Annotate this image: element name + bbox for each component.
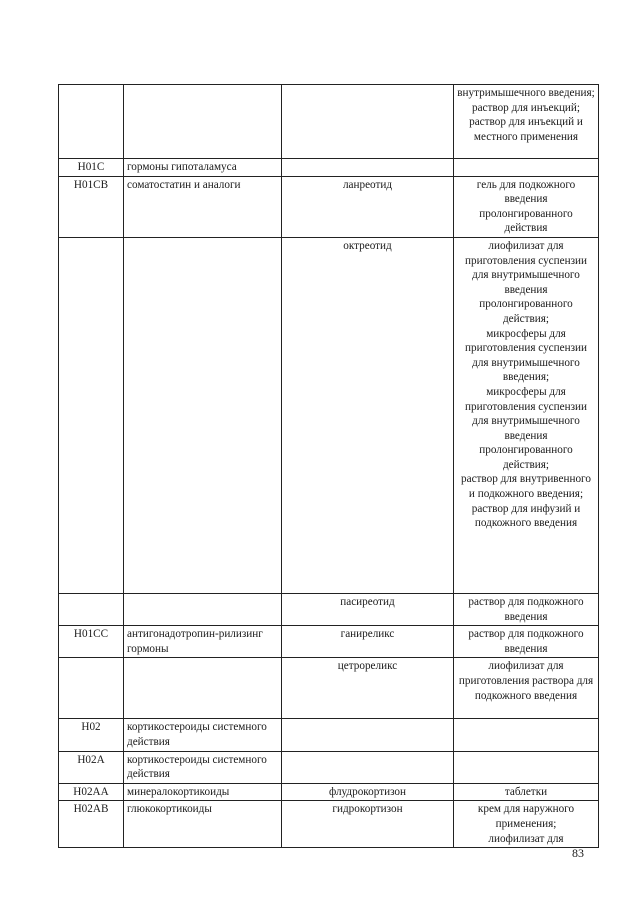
cell-group: глюкокортикоиды <box>124 801 282 848</box>
cell-form <box>454 751 599 783</box>
cell-code <box>59 237 124 593</box>
cell-form: гель для подкожного введения пролонгированного действия <box>454 176 599 237</box>
cell-drug <box>282 159 454 177</box>
cell-drug <box>282 719 454 751</box>
cell-drug: цетрореликс <box>282 658 454 719</box>
cell-drug: ганиреликс <box>282 626 454 658</box>
cell-code: H01C <box>59 159 124 177</box>
cell-group <box>124 85 282 159</box>
table-row <box>59 783 599 801</box>
table-row <box>59 593 599 625</box>
cell-group: кортикостероиды системного действия <box>124 719 282 751</box>
cell-form: лиофилизат для приготовления суспензии для внутримышечного введения пролонгированного действия; микросферы для приготовления суспензии для внутримышечного введения; микросферы для приготовления суспензии для внутримышечного введения пролонгированного действия; раствор для внутривенного и подкожного введения; раствор для инфузий и подкожного введения <box>454 237 599 593</box>
cell-drug <box>282 85 454 159</box>
cell-form <box>454 719 599 751</box>
table-row <box>59 626 599 658</box>
table-body <box>59 85 599 848</box>
cell-form: раствор для подкожного введения <box>454 626 599 658</box>
table-row <box>59 658 599 719</box>
cell-code: H02 <box>59 719 124 751</box>
cell-drug: ланреотид <box>282 176 454 237</box>
cell-code: H01CC <box>59 626 124 658</box>
table-row <box>59 801 599 848</box>
table-row <box>59 85 599 159</box>
cell-form: лиофилизат для приготовления раствора для подкожного введения <box>454 658 599 719</box>
cell-form: таблетки <box>454 783 599 801</box>
table-row <box>59 176 599 237</box>
cell-group: соматостатин и аналоги <box>124 176 282 237</box>
cell-form: раствор для подкожного введения <box>454 593 599 625</box>
cell-code <box>59 593 124 625</box>
cell-group: антигонадотропин-рилизинг гормоны <box>124 626 282 658</box>
cell-group <box>124 237 282 593</box>
table-row <box>59 719 599 751</box>
cell-group: минералокортикоиды <box>124 783 282 801</box>
table-row <box>59 159 599 177</box>
cell-code: H02AA <box>59 783 124 801</box>
cell-code: H01CB <box>59 176 124 237</box>
cell-drug: пасиреотид <box>282 593 454 625</box>
cell-drug <box>282 751 454 783</box>
cell-drug: гидрокортизон <box>282 801 454 848</box>
cell-form <box>454 159 599 177</box>
cell-form: внутримышечного введения; раствор для инъекций; раствор для инъекций и местного применения <box>454 85 599 159</box>
cell-code <box>59 658 124 719</box>
cell-form: крем для наружного применения; лиофилизат для <box>454 801 599 848</box>
cell-drug: флудрокортизон <box>282 783 454 801</box>
drug-classification-table <box>58 84 599 848</box>
table-row <box>59 751 599 783</box>
cell-group <box>124 658 282 719</box>
page-number: 83 <box>572 846 584 860</box>
cell-code: H02AB <box>59 801 124 848</box>
cell-group: кортикостероиды системного действия <box>124 751 282 783</box>
table-row <box>59 237 599 593</box>
cell-code: H02A <box>59 751 124 783</box>
cell-code <box>59 85 124 159</box>
cell-group: гормоны гипоталамуса <box>124 159 282 177</box>
cell-group <box>124 593 282 625</box>
cell-drug: октреотид <box>282 237 454 593</box>
